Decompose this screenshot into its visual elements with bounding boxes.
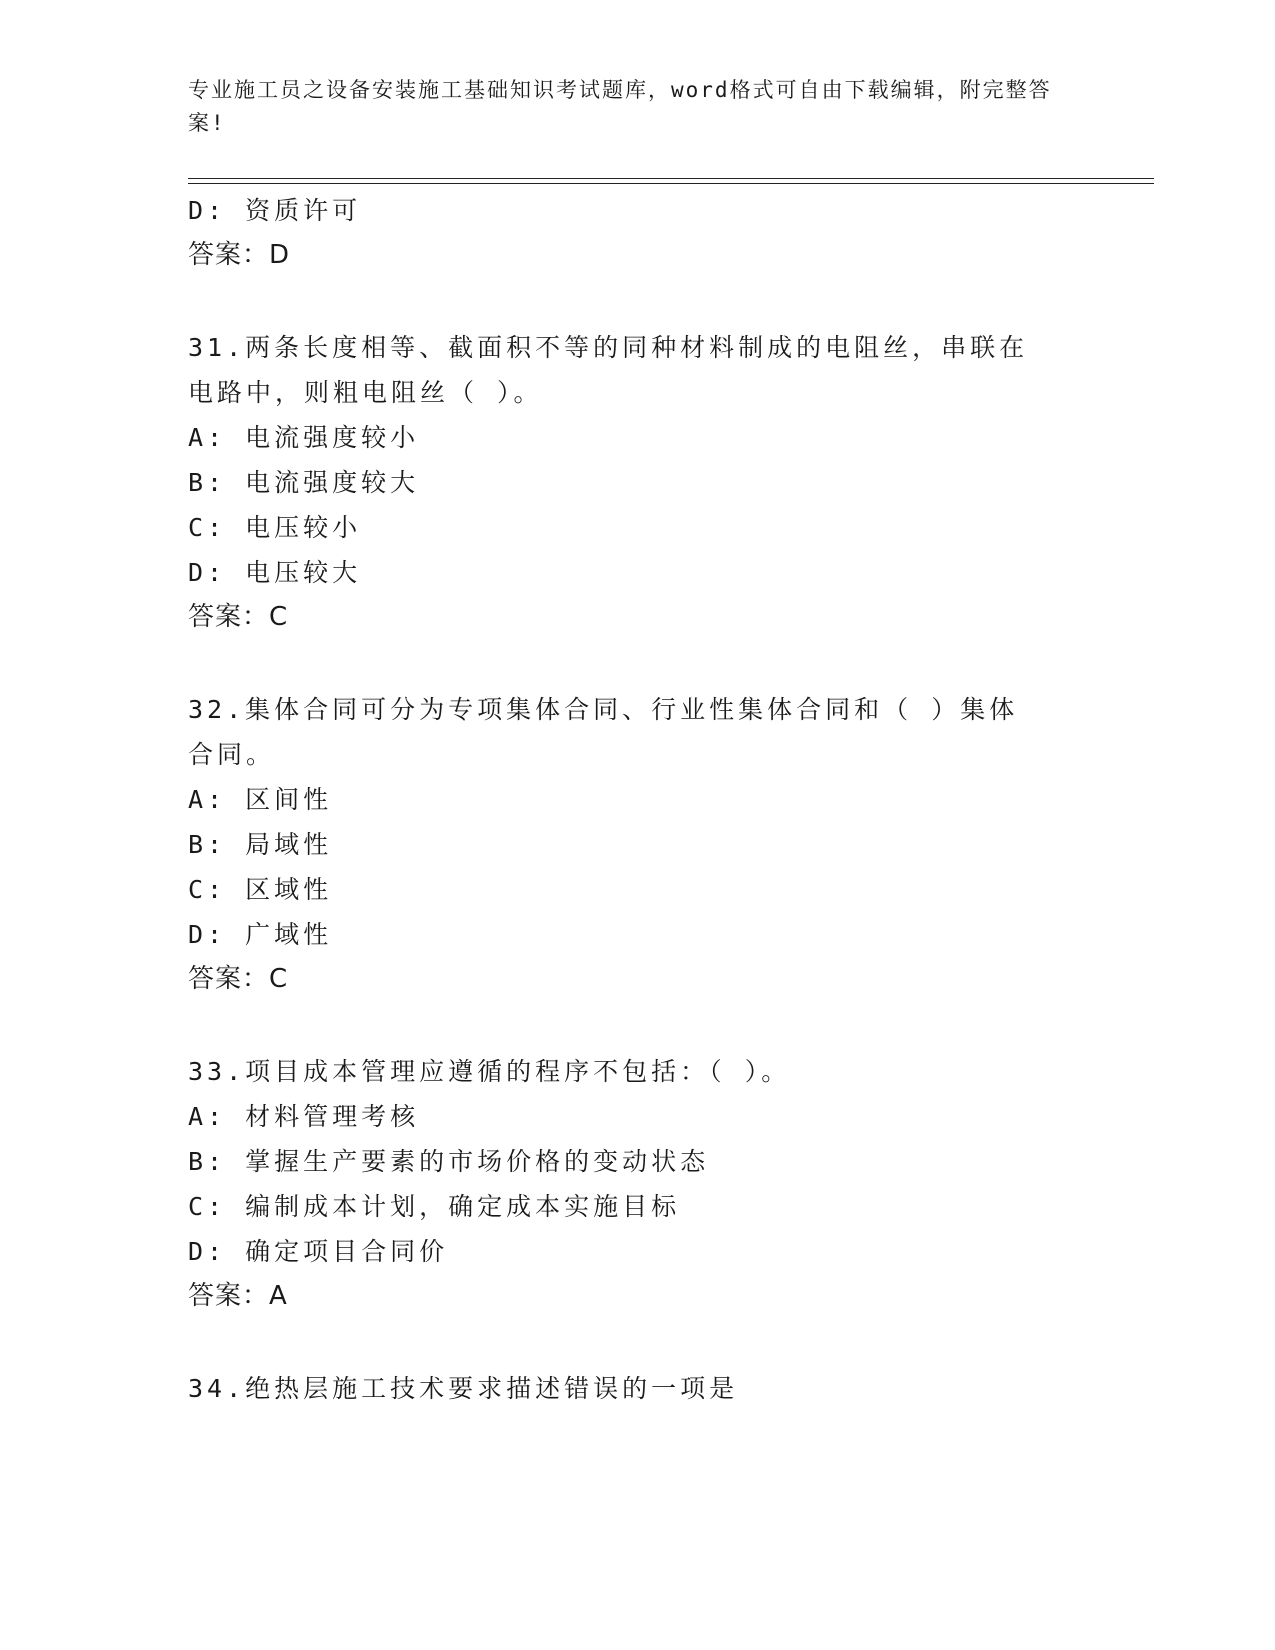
question-31	[188, 325, 1088, 640]
question-text: 34.绝热层施工技术要求描述错误的一项是	[188, 1374, 739, 1403]
option-a: A: 材料管理考核	[188, 1102, 420, 1131]
answer: 答案：C	[188, 964, 289, 994]
question-text: 33.项目成本管理应遵循的程序不包括：（ ）。	[188, 1057, 791, 1086]
answer: 答案：C	[188, 602, 289, 632]
document-header: 专业施工员之设备安装施工基础知识考试题库，word格式可自由下载编辑，附完整答案!	[188, 78, 1052, 135]
question-list	[188, 188, 1088, 1411]
header-rule-bottom	[188, 183, 1154, 184]
option-d: D: 确定项目合同价	[188, 1237, 449, 1266]
question-33	[188, 1049, 1088, 1319]
option-b: B: 局域性	[188, 830, 333, 859]
option-c: C: 区域性	[188, 875, 333, 904]
prev-option-d: D: 资质许可	[188, 196, 362, 225]
option-d: D: 广域性	[188, 920, 333, 949]
option-b: B: 掌握生产要素的市场价格的变动状态	[188, 1147, 710, 1176]
question-text: 31.两条长度相等、截面积不等的同种材料制成的电阻丝，串联在电路中，则粗电阻丝（ ）。	[188, 333, 1029, 407]
answer: 答案：A	[188, 1281, 288, 1311]
question-text: 32.集体合同可分为专项集体合同、行业性集体合同和（ ）集体合同。	[188, 695, 1019, 769]
option-d: D: 电压较大	[188, 558, 362, 587]
question-34	[188, 1366, 1088, 1411]
option-a: A: 电流强度较小	[188, 423, 420, 452]
option-c: C: 编制成本计划，确定成本实施目标	[188, 1192, 681, 1221]
header-rule-top	[188, 178, 1154, 179]
question-32	[188, 687, 1088, 1002]
option-a: A: 区间性	[188, 785, 333, 814]
option-c: C: 电压较小	[188, 513, 362, 542]
prev-answer: 答案：D	[188, 240, 291, 270]
option-b: B: 电流强度较大	[188, 468, 420, 497]
